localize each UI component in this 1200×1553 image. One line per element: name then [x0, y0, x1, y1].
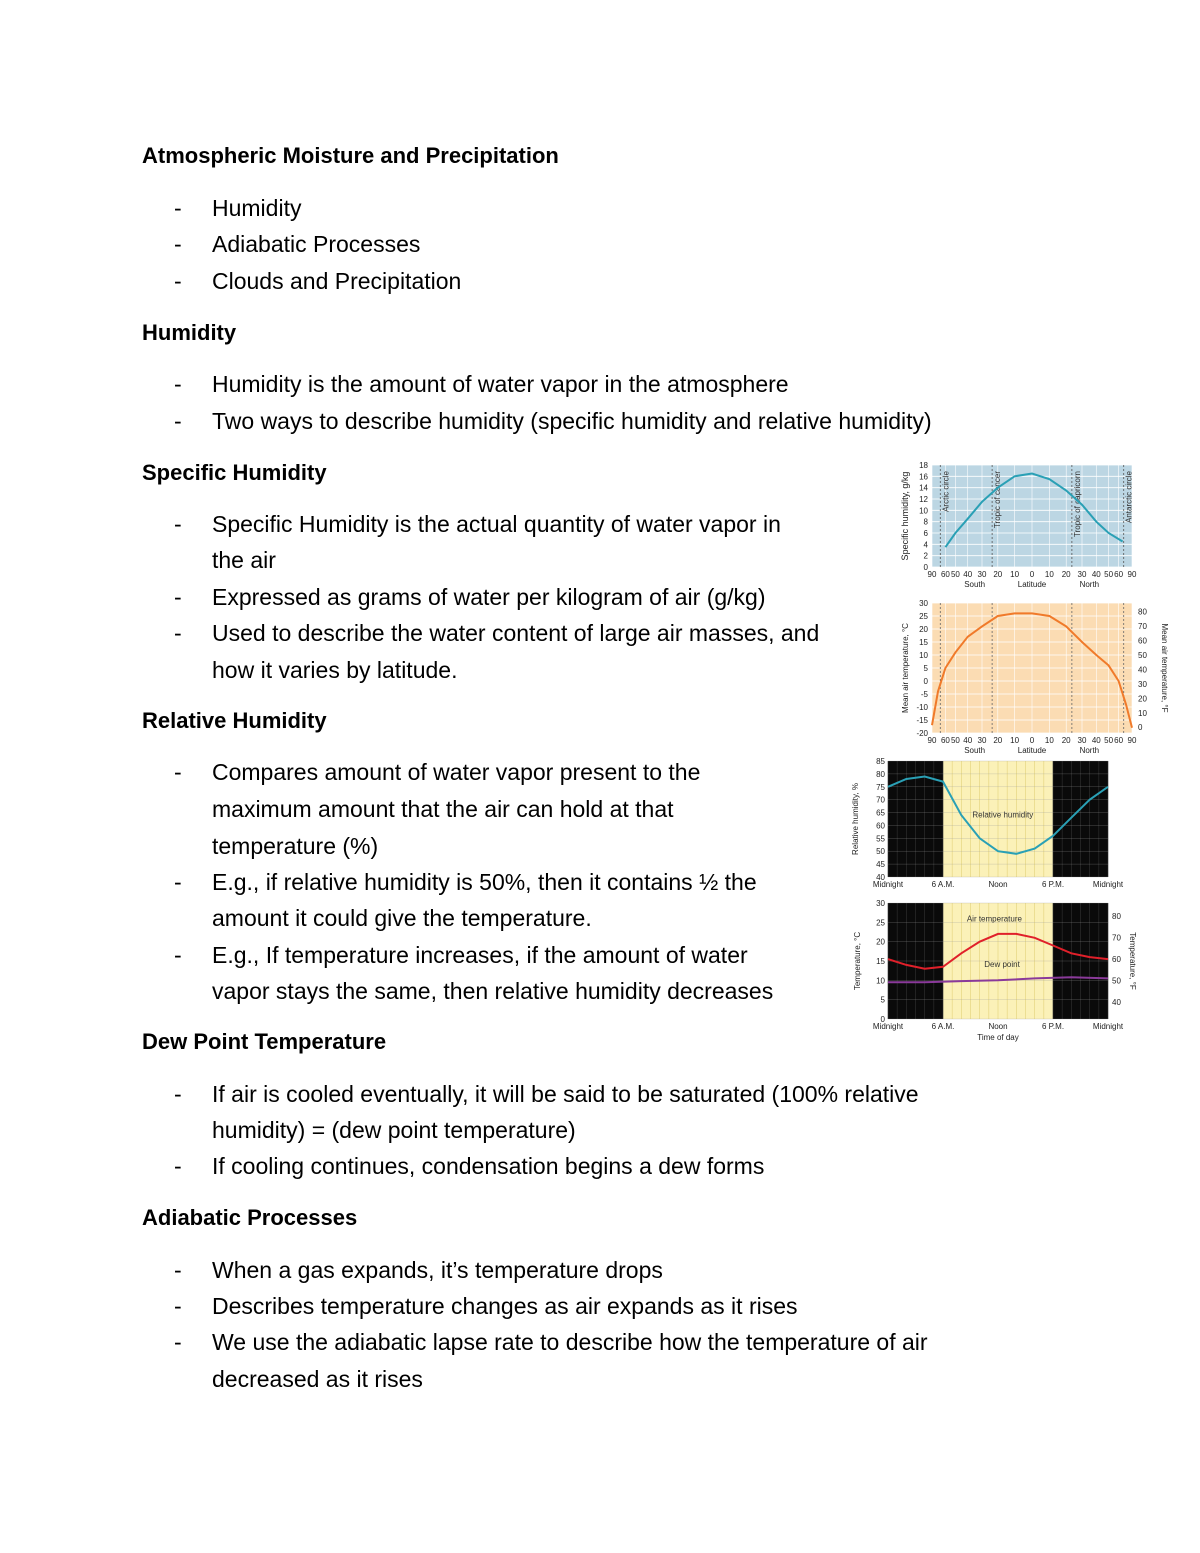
annotation: Air temperature — [966, 914, 1022, 924]
x-tick-label: 10 — [1010, 736, 1020, 745]
bullet-dash: - — [174, 371, 182, 397]
y-tick-label: 80 — [876, 769, 885, 779]
bullet-text: Specific Humidity is the actual quantity of water vapor in — [212, 511, 781, 537]
y-tick-label: 85 — [876, 757, 885, 766]
section-heading: Atmospheric Moisture and Precipitation — [142, 143, 559, 168]
y2-tick-label: 70 — [1138, 622, 1147, 632]
x-group-label: North — [1079, 746, 1100, 755]
bullet-text: Used to describe the water content of large air masses, and — [212, 620, 820, 646]
y-tick-label: 45 — [876, 860, 885, 870]
x-tick-label: 50 — [1104, 570, 1114, 579]
y2-axis-label: Mean air temperature, °F — [1160, 623, 1169, 713]
y-axis-label: Specific humidity, g/kg — [900, 471, 910, 561]
bullet-text: Compares amount of water vapor present to the — [212, 759, 701, 785]
x-tick-label: Noon — [988, 880, 1008, 889]
x-tick-label: 6 A.M. — [931, 880, 955, 889]
x-tick-label: 60 — [940, 570, 950, 579]
annotation: Tropic of capricorn — [1072, 471, 1082, 537]
y-tick-label: 15 — [919, 638, 928, 647]
y-tick-label: 10 — [919, 651, 928, 660]
bullet-text: Clouds and Precipitation — [212, 268, 462, 294]
y2-tick-label: 80 — [1112, 911, 1121, 921]
bullet-text: Humidity — [212, 195, 302, 221]
bullet-text: humidity) = (dew point temperature) — [212, 1117, 576, 1143]
section-heading: Adiabatic Processes — [142, 1205, 358, 1230]
y-tick-label: -15 — [916, 716, 928, 725]
x-tick-label: 50 — [950, 736, 960, 745]
air-temperature-latitude-chart — [898, 595, 1170, 760]
bullet-dash: - — [174, 1329, 182, 1355]
x-axis-label: Latitude — [1017, 580, 1047, 589]
y-tick-label: 70 — [876, 795, 885, 805]
y2-tick-label: 80 — [1138, 607, 1147, 617]
x-tick-label: 30 — [977, 570, 987, 579]
section-heading: Humidity — [142, 320, 237, 345]
bullet-text: E.g., if relative humidity is 50%, then it contains ½ the — [212, 869, 757, 895]
x-tick-label: 20 — [993, 570, 1003, 579]
bullet-dash: - — [174, 1257, 182, 1283]
y-tick-label: 12 — [919, 495, 928, 504]
bullet-text: decreased as it rises — [212, 1366, 423, 1392]
bullet-dash: - — [174, 1293, 182, 1319]
y-tick-label: 60 — [876, 821, 885, 831]
section-heading: Dew Point Temperature — [142, 1029, 387, 1054]
y-axis-label: Relative humidity, % — [851, 783, 860, 855]
bullet-dash: - — [174, 195, 182, 221]
y2-tick-label: 60 — [1112, 954, 1121, 964]
x-tick-label: 40 — [1091, 736, 1101, 745]
x-axis-label: Time of day — [977, 1033, 1019, 1042]
bullet-dash: - — [174, 1081, 182, 1107]
y-tick-label: 8 — [923, 517, 928, 527]
x-group-label: South — [964, 580, 986, 589]
bullet-text: We use the adiabatic lapse rate to describe how the temperature of air — [212, 1329, 928, 1355]
y-tick-label: 75 — [876, 782, 885, 792]
y-tick-label: -5 — [920, 690, 928, 699]
bullet-text: Adiabatic Processes — [212, 231, 421, 257]
bullet-dash: - — [174, 942, 182, 968]
x-tick-label: 90 — [927, 570, 937, 579]
y-tick-label: 20 — [919, 625, 928, 634]
annotation: Relative humidity — [972, 810, 1034, 820]
bullet-text: If air is cooled eventually, it will be said to be saturated (100% relative — [212, 1081, 919, 1107]
bullet-text: how it varies by latitude. — [212, 657, 458, 683]
bullet-text: Expressed as grams of water per kilogram of air (g/kg) — [212, 584, 766, 610]
y-tick-label: 10 — [919, 506, 928, 516]
x-tick-label: 90 — [927, 736, 937, 745]
y2-axis-label: Temperature, °F — [1128, 932, 1137, 990]
x-tick-label: 30 — [977, 736, 987, 745]
bullet-dash: - — [174, 408, 182, 434]
x-tick-label: 6 P.M. — [1041, 880, 1065, 889]
bullet-text: Two ways to describe humidity (specific humidity and relative humidity) — [212, 408, 932, 434]
y2-tick-label: 50 — [1112, 976, 1121, 986]
y-tick-label: 2 — [923, 551, 928, 561]
x-tick-label: 90 — [1127, 736, 1137, 745]
annotation: Arctic circle — [941, 471, 951, 512]
x-tick-label: 60 — [1114, 570, 1124, 579]
x-tick-label: 90 — [1127, 570, 1137, 579]
x-tick-label: 50 — [950, 570, 960, 579]
y-tick-label: 25 — [919, 612, 928, 621]
y-tick-label: 0 — [923, 563, 928, 572]
x-tick-label: Midnight — [1092, 1022, 1124, 1031]
bullet-dash: - — [174, 584, 182, 610]
bullet-dash: - — [174, 511, 182, 537]
y2-tick-label: 50 — [1138, 651, 1147, 660]
y2-tick-label: 70 — [1112, 933, 1121, 943]
bullet-text: temperature (%) — [212, 833, 379, 859]
y-axis-label: Temperature, °C — [853, 931, 862, 991]
y2-tick-label: 0 — [1138, 723, 1143, 733]
bullet-dash: - — [174, 869, 182, 895]
bullet-text: the air — [212, 547, 276, 573]
y-tick-label: 14 — [919, 483, 928, 493]
bullet-dash: - — [174, 231, 182, 257]
annotation: Dew point — [984, 959, 1020, 969]
x-tick-label: 20 — [993, 736, 1003, 745]
x-tick-label: 10 — [1010, 570, 1020, 579]
bullet-dash: - — [174, 1153, 182, 1179]
y2-tick-label: 10 — [1138, 708, 1147, 718]
x-tick-label: 60 — [940, 736, 950, 745]
x-tick-label: Midnight — [872, 1022, 904, 1031]
y-axis-label: Mean air temperature, °C — [901, 623, 910, 713]
x-group-label: North — [1079, 580, 1100, 589]
x-tick-label: 50 — [1104, 736, 1114, 745]
x-tick-label: 6 P.M. — [1041, 1022, 1065, 1031]
specific-humidity-chart — [898, 455, 1138, 593]
y-tick-label: 40 — [876, 873, 885, 882]
x-tick-label: 0 — [1029, 736, 1035, 745]
x-tick-label: 30 — [1077, 570, 1087, 579]
bullet-dash: - — [174, 759, 182, 785]
x-tick-label: 30 — [1077, 736, 1087, 745]
y2-tick-label: 20 — [1138, 694, 1147, 704]
y-tick-label: 65 — [876, 808, 885, 818]
x-tick-label: Noon — [988, 1022, 1008, 1031]
bullet-text: Humidity is the amount of water vapor in the atmosphere — [212, 371, 789, 397]
bullet-text: vapor stays the same, then relative humidity decreases — [212, 978, 774, 1004]
bullet-text: If cooling continues, condensation begins a dew forms — [212, 1153, 765, 1179]
x-tick-label: 40 — [1091, 570, 1101, 579]
y-tick-label: 55 — [876, 834, 885, 844]
bullet-dash: - — [174, 620, 182, 646]
annotation: Tropic of cancer — [993, 471, 1003, 529]
x-tick-label: 60 — [1114, 736, 1124, 745]
x-tick-label: 0 — [1029, 570, 1035, 579]
y-tick-label: 0 — [880, 1015, 885, 1024]
x-tick-label: 20 — [1061, 570, 1071, 579]
x-tick-label: 40 — [963, 736, 973, 745]
y-tick-label: 20 — [876, 937, 885, 947]
y-tick-label: 15 — [876, 957, 885, 966]
y-tick-label: 4 — [923, 540, 928, 550]
bullet-text: Describes temperature changes as air expands as it rises — [212, 1293, 798, 1319]
y2-tick-label: 30 — [1138, 679, 1147, 689]
y-tick-label: 0 — [923, 677, 928, 686]
y-tick-label: 30 — [876, 899, 885, 908]
temperature-dewpoint-daily-chart — [848, 897, 1138, 1049]
bullet-dash: - — [174, 268, 182, 294]
y2-tick-label: 40 — [1138, 665, 1147, 675]
y-tick-label: 10 — [876, 976, 885, 986]
bullet-text: When a gas expands, it’s temperature drops — [212, 1257, 663, 1283]
x-tick-label: Midnight — [872, 880, 904, 889]
x-group-label: South — [964, 746, 986, 755]
y-tick-label: 18 — [919, 461, 928, 470]
y2-tick-label: 60 — [1138, 636, 1147, 646]
relative-humidity-daily-chart — [848, 755, 1138, 895]
y-tick-label: -10 — [916, 703, 928, 712]
y-tick-label: 5 — [923, 664, 928, 673]
x-tick-label: 6 A.M. — [931, 1022, 955, 1031]
y-tick-label: 50 — [876, 847, 885, 857]
x-tick-label: 20 — [1061, 736, 1071, 745]
x-tick-label: 10 — [1044, 570, 1054, 579]
y-tick-label: 25 — [876, 918, 885, 928]
annotation: Antarctic circle — [1124, 471, 1134, 524]
y-tick-label: 30 — [919, 599, 928, 608]
y-tick-label: 16 — [919, 472, 928, 482]
section-heading: Specific Humidity — [142, 460, 327, 485]
bullet-text: maximum amount that the air can hold at that — [212, 796, 674, 822]
y-tick-label: -20 — [916, 729, 928, 738]
x-tick-label: 40 — [963, 570, 973, 579]
x-axis-label: Latitude — [1017, 746, 1047, 755]
y-tick-label: 6 — [923, 529, 928, 538]
y-tick-label: 5 — [880, 995, 885, 1005]
x-tick-label: Midnight — [1092, 880, 1124, 889]
y2-tick-label: 40 — [1112, 997, 1121, 1007]
x-tick-label: 10 — [1044, 736, 1054, 745]
section-heading: Relative Humidity — [142, 708, 327, 733]
bullet-text: amount it could give the temperature. — [212, 905, 592, 931]
bullet-text: E.g., If temperature increases, if the amount of water — [212, 942, 748, 968]
